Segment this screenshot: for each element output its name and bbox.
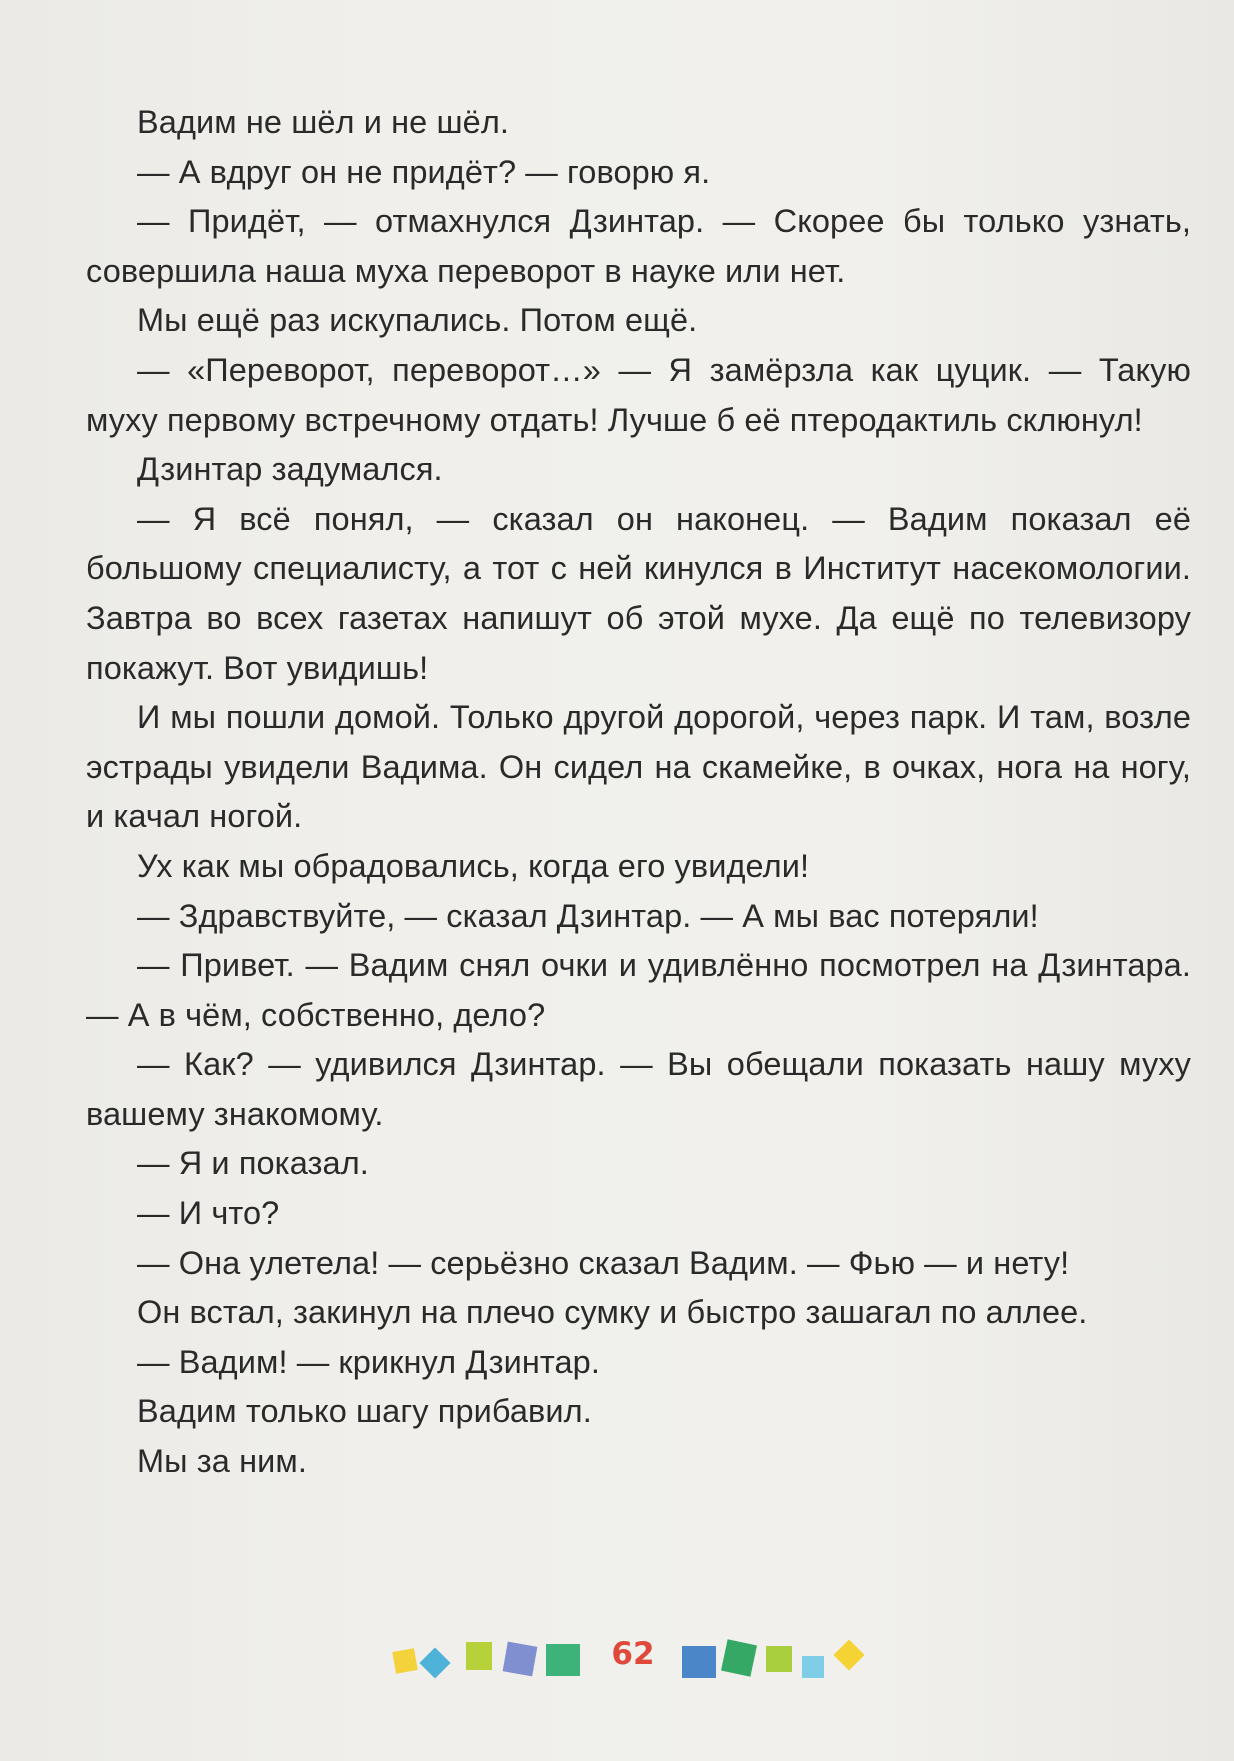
- paragraph: — А вдруг он не придёт? — говорю я.: [137, 153, 711, 190]
- text-block: [86, 98, 1191, 1487]
- decor-square-icon: [503, 1642, 538, 1677]
- paragraph: — «Переворот, переворот…» — Я замёрзла как цуцик. — Такую муху первому встречному отдать! Лучше б её птеродактиль склюнул!: [86, 351, 1191, 438]
- paragraph: — Привет. — Вадим снял очки и удивлённо посмотрел на Дзинтара. — А в чём, собственно, дело?: [86, 947, 1191, 1033]
- decor-square-icon: [802, 1656, 824, 1678]
- paragraph: Мы за ним.: [137, 1443, 307, 1480]
- paragraph: — Вадим! — крикнул Дзинтар.: [137, 1343, 600, 1380]
- decor-square-icon: [682, 1646, 716, 1678]
- paragraph: Вадим не шёл и не шёл.: [137, 104, 510, 140]
- decor-square-icon: [766, 1646, 792, 1672]
- paragraph: — Я и показал.: [137, 1145, 369, 1182]
- paragraph: Он встал, закинул на плечо сумку и быстро зашагал по аллее.: [137, 1294, 1088, 1331]
- decor-square-icon: [833, 1639, 864, 1670]
- page-number: 62: [611, 1636, 655, 1672]
- paragraph: — Я всё понял, — сказал он наконец. — Вадим показал её большому специалисту, а тот с ней кинулся в Институт насекомологии. Завтра во всех газетах напишут об этой мухе. Да ещё по телевизору покажут. Вот увидишь!: [86, 500, 1191, 686]
- paragraph: — Как? — удивился Дзинтар. — Вы обещали показать нашу муху вашему знакомому.: [86, 1046, 1191, 1132]
- paragraph: — И что?: [137, 1195, 280, 1232]
- paragraph: Мы ещё раз искупались. Потом ещё.: [137, 302, 698, 339]
- paragraph: Ух как мы обрадовались, когда его увидели!: [137, 847, 810, 884]
- paragraph: — Она улетела! — серьёзно сказал Вадим. — Фью — и нету!: [137, 1244, 1070, 1281]
- decor-square-icon: [721, 1639, 757, 1677]
- decor-square-icon: [392, 1648, 417, 1673]
- decor-square-icon: [419, 1647, 450, 1678]
- paragraph: Вадим только шагу прибавил.: [137, 1393, 592, 1430]
- decor-square-icon: [466, 1642, 492, 1670]
- paragraph: — Здравствуйте, — сказал Дзинтар. — А мы вас потеряли!: [137, 897, 1039, 934]
- decor-square-icon: [546, 1644, 580, 1676]
- paragraph: И мы пошли домой. Только другой дорогой, через парк. И там, возле эстрады увидели Вадима. Он сидел на скамейке, в очках, нога на ногу, и качал ногой.: [86, 699, 1191, 835]
- paragraph: — Придёт, — отмахнулся Дзинтар. — Скорее бы только узнать, совершила наша муха переворот в науке или нет.: [86, 203, 1191, 289]
- paragraph: Дзинтар задумался.: [137, 451, 443, 488]
